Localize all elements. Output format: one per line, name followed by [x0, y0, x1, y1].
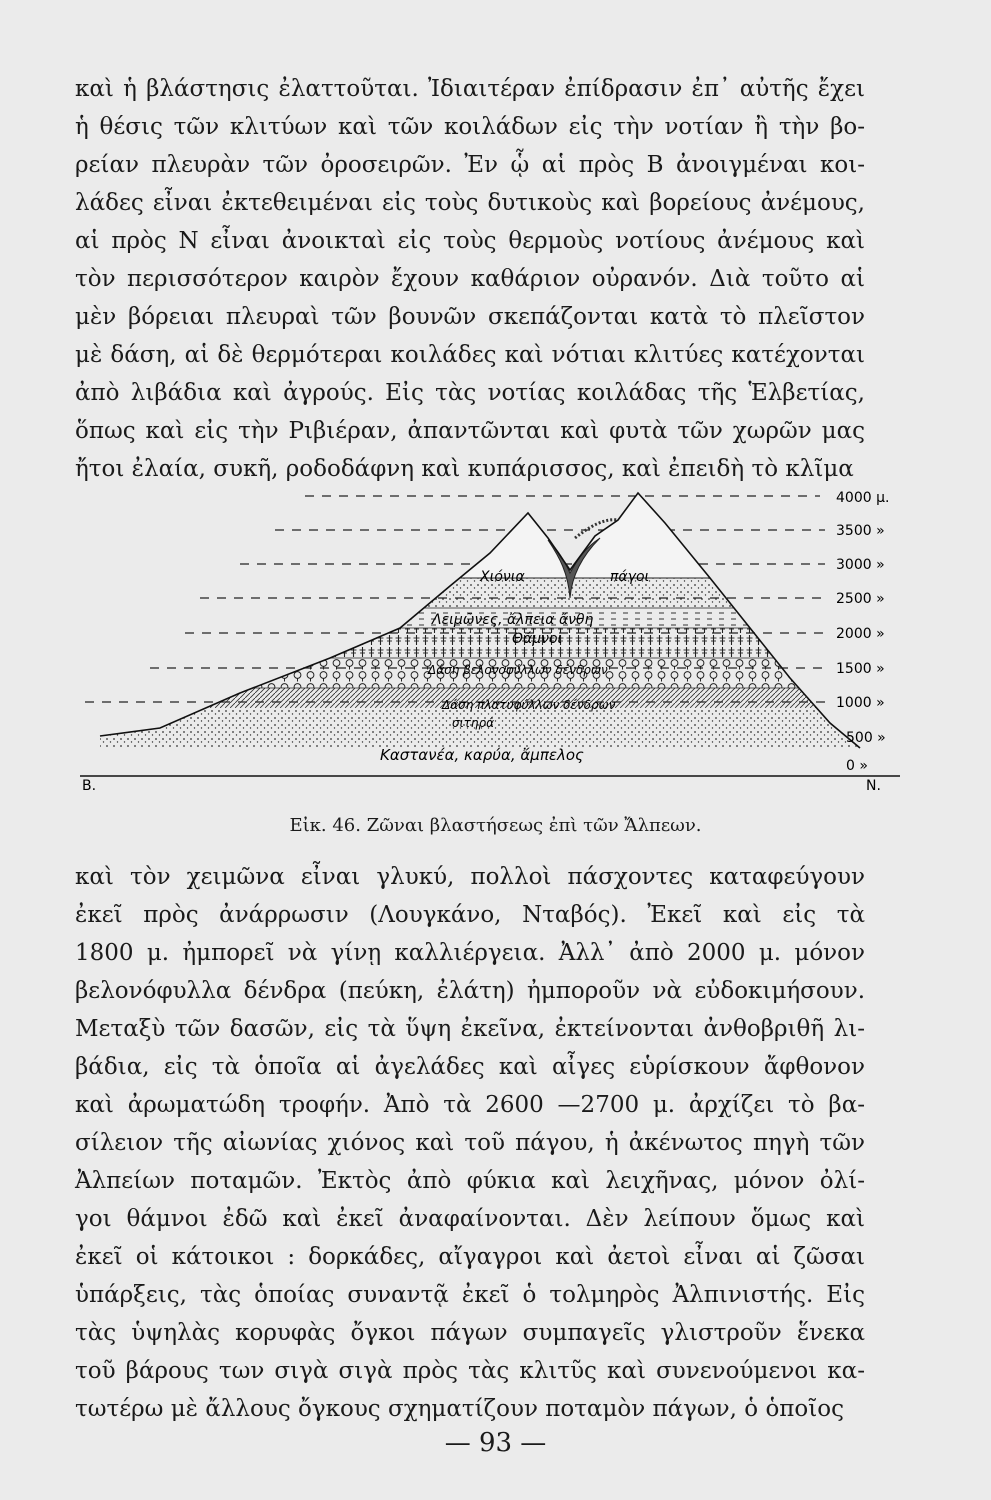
altitude-label-0: 0 » — [846, 758, 868, 774]
text-line: ἐκεῖ οἱ κάτοικοι : δορκάδες, αἴγαγροι καὶ ἀετοὶ εἶναι αἱ ζῶσαι — [75, 1244, 865, 1270]
zone-label-cereals: σιτηρά — [452, 716, 495, 730]
south-label: Ν. — [866, 778, 881, 790]
altitude-label-2500: 2500 » — [836, 591, 885, 607]
north-label: Β. — [82, 778, 97, 790]
paragraph-bottom — [75, 858, 865, 1428]
altitude-label-2000: 2000 » — [836, 626, 885, 642]
text-line: καὶ ἀρωματώδη τροφήν. Ἀπὸ τὰ 2600 —2700 μ. ἀρχίζει τὸ βα- — [75, 1092, 865, 1118]
text-line: ἀπὸ λιβάδια καὶ ἀγρούς. Εἰς τὰς νοτίας κοιλάδας τῆς Ἑλβετίας, — [75, 380, 865, 406]
altitude-label-4000: 4000 μ. — [836, 490, 890, 506]
text-line: Ἀλπείων ποταμῶν. Ἐκτὸς ἀπὸ φύκια καὶ λειχῆνας, μόνον ὀλί- — [75, 1168, 865, 1194]
text-line: Μεταξὺ τῶν δασῶν, εἰς τὰ ὕψη ἐκεῖνα, ἐκτείνονται ἀνθοβριθῆ λι- — [75, 1016, 865, 1042]
page-number: — 93 — — [444, 1428, 547, 1458]
text-line: ρείαν πλευρὰν τῶν ὀροσειρῶν. Ἐν ᾧ αἱ πρὸς Β ἀνοιγμέναι κοι- — [75, 152, 865, 178]
zone-label-shrubs: Θάμνοι — [512, 631, 563, 647]
text-line: καὶ τὸν χειμῶνα εἶναι γλυκύ, πολλοὶ πάσχοντες καταφεύγουν — [75, 864, 865, 890]
zone-label-ice: πάγοι — [610, 569, 650, 585]
zone-label-broadleaf: Δάση πλατυφύλλων δένδρων — [442, 698, 616, 712]
text-line: γοι θάμνοι ἐδῶ καὶ ἐκεῖ ἀναφαίνονται. Δὲν λείπουν ὅμως καὶ — [75, 1206, 865, 1232]
text-line: ἤτοι ἐλαία, συκῆ, ροδοδάφνη καὶ κυπάρισσος, καὶ ἐπειδὴ τὸ κλῖμα — [75, 456, 854, 482]
text-line: ὑπάρξεις, τὰς ὁποίας συναντᾷ ἐκεῖ ὁ τολμηρὸς Ἀλπινιστής. Εἰς — [75, 1282, 865, 1308]
figure-caption: Εἰκ. 46. Ζῶναι βλαστήσεως ἐπὶ τῶν Ἄλπεων. — [289, 815, 702, 836]
text-line: βελονόφυλλα δένδρα (πεύκη, ἐλάτη) ἠμποροῦν νὰ εὐδοκιμήσουν. — [75, 978, 865, 1004]
altitude-label-1000: 1000 » — [836, 695, 885, 711]
text-line: τὸν περισσότερον καιρὸν ἔχουν καθάριον οὐρανόν. Διὰ τοῦτο αἱ — [75, 266, 865, 292]
text-line: ἐκεῖ πρὸς ἀνάρρωσιν (Λουγκάνο, Νταβός). Ἐκεῖ καὶ εἰς τὰ — [75, 902, 865, 928]
zone-label-lowland: Καστανέα, καρύα, ἄμπελος — [380, 746, 584, 764]
text-line: καὶ ἡ βλάστησις ἐλαττοῦται. Ἰδιαιτέραν ἐπίδρασιν ἐπ᾽ αὐτῆς ἔχει — [75, 76, 865, 102]
altitude-label-500: 500 » — [846, 730, 886, 746]
text-line: αἱ πρὸς Ν εἶναι ἀνοικταὶ εἰς τοὺς θερμοὺς νοτίους ἀνέμους καὶ — [75, 228, 865, 254]
text-line: τὰς ὑψηλὰς κορυφὰς ὄγκοι πάγων συμπαγεῖς γλιστροῦν ἕνεκα — [75, 1320, 865, 1346]
text-line: 1800 μ. ἠμπορεῖ νὰ γίνῃ καλλιέργεια. Ἀλλ᾽ ἀπὸ 2000 μ. μόνον — [75, 940, 865, 966]
altitude-label-3000: 3000 » — [836, 557, 885, 573]
zone-label-snow: Χιόνια — [480, 569, 525, 585]
altitude-label-1500: 1500 » — [836, 661, 885, 677]
text-line: μὲ δάση, αἱ δὲ θερμότεραι κοιλάδες καὶ νότιαι κλιτύες κατέχονται — [75, 342, 865, 368]
text-line: τωτέρω μὲ ἄλλους ὄγκους σχηματίζουν ποταμὸν πάγων, ὁ ὁποῖος — [75, 1396, 845, 1422]
paragraph-top — [75, 70, 865, 488]
alpine-vegetation-zones-figure — [70, 478, 920, 790]
zone-label-conifers: Δάση βελονοφύλλων δένδρων — [428, 663, 608, 677]
altitude-label-3500: 3500 » — [836, 523, 885, 539]
text-line: βάδια, εἰς τὰ ὁποῖα αἱ ἀγελάδες καὶ αἶγες εὑρίσκουν ἄφθονον — [75, 1054, 865, 1080]
text-line: σίλειον τῆς αἰωνίας χιόνος καὶ τοῦ πάγου, ἡ ἀκένωτος πηγὴ τῶν — [75, 1130, 865, 1156]
text-line: ὅπως καὶ εἰς τὴν Ριβιέραν, ἀπαντῶνται καὶ φυτὰ τῶν χωρῶν μας — [75, 418, 865, 444]
text-line: τοῦ βάρους των σιγὰ σιγὰ πρὸς τὰς κλιτῦς καὶ συνενούμενοι κα- — [75, 1358, 865, 1384]
text-line: λάδες εἶναι ἐκτεθειμέναι εἰς τοὺς δυτικοὺς καὶ βορείους ἀνέμους, — [75, 190, 865, 216]
text-line: μὲν βόρειαι πλευραὶ τῶν βουνῶν σκεπάζονται κατὰ τὸ πλεῖστον — [75, 304, 865, 330]
zone-label-meadows: Λειμῶνες, ἄλπεια ἄνθη — [432, 612, 594, 628]
text-line: ἡ θέσις τῶν κλιτύων καὶ τῶν κοιλάδων εἰς τὴν νοτίαν ἢ τὴν βο- — [75, 114, 865, 140]
